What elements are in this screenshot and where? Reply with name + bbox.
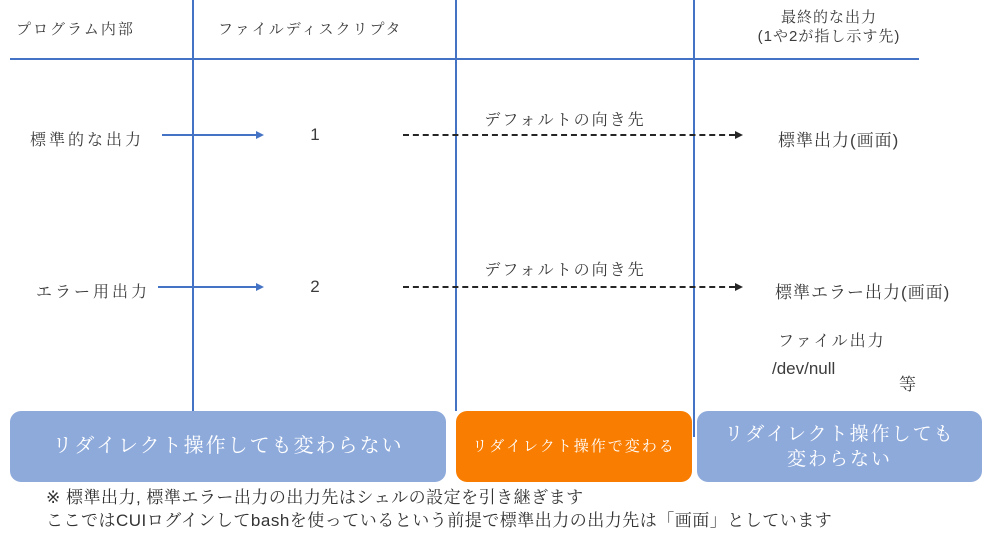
row1-default-destination-label: デフォルトの向き先 xyxy=(484,112,646,129)
row2-source-label: エラー用出力 xyxy=(36,284,151,301)
bar-no-change-right xyxy=(697,411,982,482)
row2-dashed-arrow-head-icon xyxy=(735,283,743,291)
row1-solid-arrow xyxy=(162,134,256,136)
column-divider-1 xyxy=(192,0,194,437)
footnote-line-2: ここではCUIログインしてbashを使っているという前提で標準出力の出力先は「画面」としています xyxy=(46,511,833,530)
row2-solid-arrow xyxy=(158,286,256,288)
footnote xyxy=(46,486,832,532)
bar-changes-label: リダイレクト操作で変わる xyxy=(472,438,676,455)
etc-label: 等 xyxy=(899,375,916,394)
bar-no-change-left-label: リダイレクト操作しても変わらない xyxy=(52,435,404,457)
row2-fd-number: 2 xyxy=(310,277,320,296)
column-divider-3 xyxy=(693,0,695,437)
column-header-descriptor: ファイルディスクリプタ xyxy=(218,21,403,38)
bar-no-change-right-label xyxy=(724,422,954,472)
header-underline xyxy=(10,58,919,60)
column-header-final-output-line1: 最終的な出力 xyxy=(780,9,877,26)
bar-changes xyxy=(456,411,692,482)
row1-dashed-arrow-head-icon xyxy=(735,131,743,139)
bar-no-change-right-line1: リダイレクト操作しても xyxy=(724,423,955,445)
row2-default-destination-label: デフォルトの向き先 xyxy=(484,262,646,279)
column-divider-2 xyxy=(455,0,457,411)
row1-source-label: 標準的な出力 xyxy=(30,132,145,149)
row1-fd-number: 1 xyxy=(310,125,320,144)
row2-solid-arrow-head-icon xyxy=(256,283,264,291)
row1-dashed-arrow xyxy=(403,134,735,136)
devnull-label: /dev/null xyxy=(772,359,836,378)
row2-dashed-arrow xyxy=(403,286,735,288)
row1-solid-arrow-head-icon xyxy=(256,131,264,139)
column-header-program: プログラム内部 xyxy=(16,21,135,38)
row1-destination-label: 標準出力(画面) xyxy=(778,131,900,150)
bar-no-change-left xyxy=(10,411,446,482)
column-header-final-output xyxy=(700,8,958,46)
bar-no-change-right-line2: 変わらない xyxy=(786,448,892,470)
file-output-label: ファイル出力 xyxy=(778,333,886,350)
column-header-final-output-line2: (1や2が指し示す先) xyxy=(757,28,901,45)
footnote-line-1: ※ 標準出力, 標準エラー出力の出力先はシェルの設定を引き継ぎます xyxy=(46,488,584,507)
row2-destination-label: 標準エラー出力(画面) xyxy=(775,283,951,302)
